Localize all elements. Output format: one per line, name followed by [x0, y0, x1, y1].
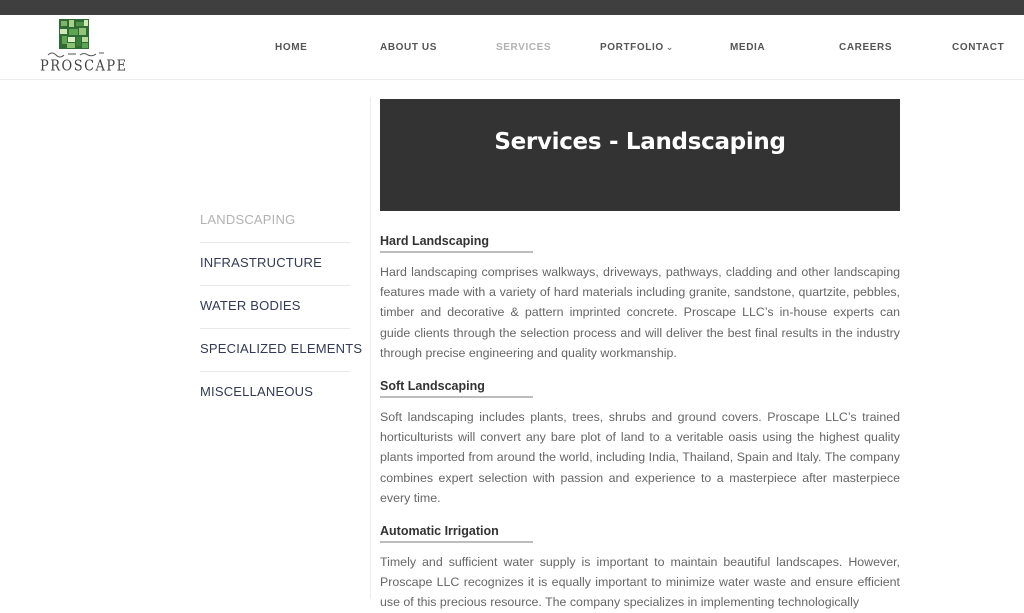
column-divider	[370, 97, 371, 599]
section-automatic-irrigation	[380, 522, 900, 613]
page-title: Services - Landscaping	[494, 129, 786, 155]
section-hard-landscaping	[380, 232, 900, 363]
sidebar-item-water-bodies[interactable]: WATER BODIES	[200, 286, 350, 329]
nav-portfolio-label: PORTFOLIO	[600, 42, 664, 53]
nav-home[interactable]: HOME	[275, 42, 308, 53]
sidebar-item-infrastructure[interactable]: INFRASTRUCTURE	[200, 243, 350, 286]
chevron-down-icon: ⌄	[665, 42, 674, 52]
brand-name: PROSCAPE	[40, 57, 128, 76]
nav-portfolio[interactable]	[600, 42, 674, 53]
section-body: Soft landscaping includes plants, trees, shrubs and ground covers. Proscape LLC’s trained horticulturists will convert any bare plot of land to a veritable oasis using the highest quality plants imported from around the world, including India, Thailand, Spain and Italy. The company combines expert selection with passion and experience to a masterpiece after masterpiece every time.	[380, 410, 900, 505]
brand-logo[interactable]	[38, 19, 128, 77]
arabic-wordmark-icon	[46, 50, 106, 58]
nav-about-us[interactable]: ABOUT US	[380, 42, 438, 53]
main-content	[380, 232, 900, 613]
section-heading: Soft Landscaping	[380, 379, 533, 398]
sidebar-item-landscaping[interactable]: LANDSCAPING	[200, 200, 350, 243]
section-body: Timely and sufficient water supply is important to maintain beautiful landscapes. However, Proscape LLC recognizes it is equally important to minimize water waste and ensure efficient use of this precious resource. The company specializes in implementing technologically	[380, 555, 900, 610]
services-sidebar	[200, 200, 363, 414]
sidebar-item-specialized-elements[interactable]: SPECIALIZED ELEMENTS	[200, 329, 350, 372]
top-strip	[0, 0, 1024, 15]
leaf-mosaic-logo-icon	[59, 19, 89, 49]
section-soft-landscaping	[380, 377, 900, 508]
nav-services[interactable]: SERVICES	[496, 42, 552, 53]
section-heading: Hard Landscaping	[380, 234, 533, 253]
page-banner	[380, 99, 900, 211]
site-header	[0, 15, 1024, 80]
section-body: Hard landscaping comprises walkways, driveways, pathways, cladding and other landscaping features made with a variety of hard materials including granite, sandstone, quartzite, pebbles, timber and decorative & pattern imprinted concrete. Proscape LLC’s in-house experts can guide clients through the selection process and will deliver the best final results in the industry through precise engineering and quality workmanship.	[380, 265, 900, 360]
section-heading: Automatic Irrigation	[380, 524, 533, 543]
nav-media[interactable]: MEDIA	[730, 42, 766, 53]
nav-contact[interactable]: CONTACT	[952, 42, 1005, 53]
sidebar-item-miscellaneous[interactable]: MISCELLANEOUS	[200, 384, 314, 399]
nav-careers[interactable]: CAREERS	[839, 42, 893, 53]
